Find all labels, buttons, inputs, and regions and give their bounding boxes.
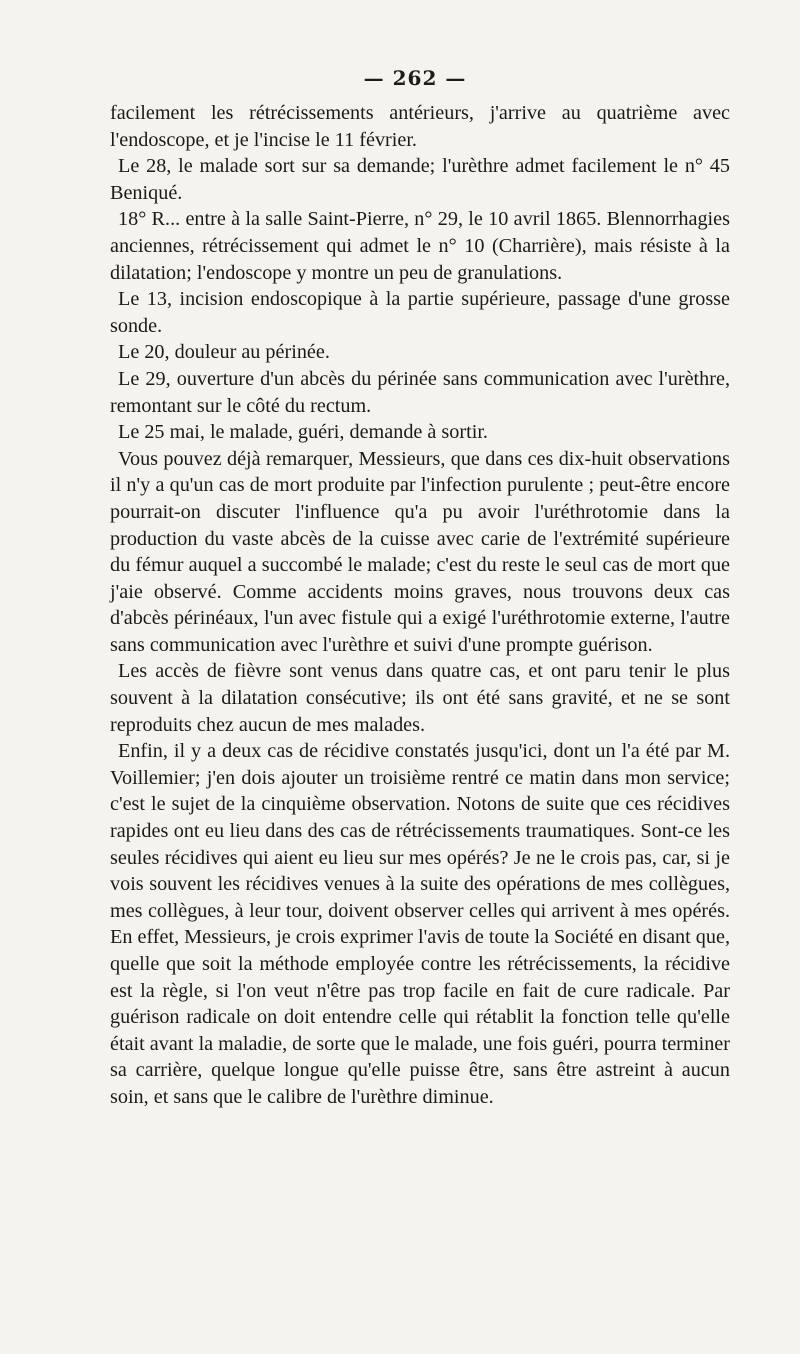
paragraph: Le 13, incision endoscopique à la partie supérieure, passage d'une grosse sonde. bbox=[110, 288, 730, 337]
paragraph: Le 29, ouverture d'un abcès du périnée sans communication avec l'urèthre, remontant sur le côté du rectum. bbox=[110, 367, 730, 417]
body-text bbox=[110, 100, 730, 1111]
paragraph: Les accès de fièvre sont venus dans quatre cas, et ont paru tenir le plus souvent à la dilatation consécutive; ils ont été sans gravité, et ne se sont reproduits chez aucun de mes malades. bbox=[110, 660, 730, 736]
paragraph-continuation: facilement les rétrécissements antérieurs, j'arrive au quatrième avec l'endoscope, et je l'incise le 11 février. bbox=[110, 102, 730, 151]
paragraph: Le 20, douleur au périnée. bbox=[118, 341, 330, 364]
paragraph: Le 25 mai, le malade, guéri, demande à sortir. bbox=[118, 421, 488, 444]
paragraph: Le 28, le malade sort sur sa demande; l'urèthre admet facilement le n° 45 Beniqué. bbox=[110, 155, 730, 204]
paragraph: 18° R... entre à la salle Saint-Pierre, n° 29, le 10 avril 1865. Blennorrhagies anciennes, rétrécissement qui admet le n° 10 (Charrière), mais résiste à la dilatation; l'endoscope y montre un peu de granulations. bbox=[110, 208, 730, 284]
paragraph: Vous pouvez déjà remarquer, Messieurs, que dans ces dix-huit observations il n'y a qu'un cas de mort produite par l'infection purulente ; peut-être encore pourrait-on discuter l'influence qu'a pu avoir l'uréthrotomie dans la production du vaste abcès de la cuisse avec carie de l'extrémité supérieure du fémur auquel a succombé le malade; c'est du reste le seul cas de mort que j'aie observé. Comme accidents moins graves, nous trouvons deux cas d'abcès périnéaux, l'un avec fistule qui a exigé l'uréthrotomie externe, l'autre sans communication avec l'urèthre et suivi d'une prompte guérison. bbox=[110, 447, 730, 656]
page-number: — 262 — bbox=[363, 66, 467, 90]
paragraph: Enfin, il y a deux cas de récidive constatés jusqu'ici, dont un l'a été par M. Voillemier; j'en dois ajouter un troisième rentré ce matin dans mon service; c'est le sujet de la cinquième observation. Notons de suite que ces récidives rapides ont eu lieu dans des cas de rétrécissements traumatiques. Sont-ce les seules récidives qui aient eu lieu sur mes opérés? Je ne le crois pas, car, si je vois souvent les récidives venues à la suite des opérations de mes collègues, mes collègues, à leur tour, doivent observer celles qui arrivent à mes opérés. En effet, Messieurs, je crois exprimer l'avis de toute la Société en disant que, quelle que soit la méthode employée contre les rétrécissements, la récidive est la règle, si l'on veut n'être pas trop facile en fait de cure radicale. Par guérison radicale on doit entendre celle qui rétablit la fonction telle qu'elle était avant la maladie, de sorte que le malade, une fois guéri, pourra terminer sa carrière, quelque longue qu'elle puisse être, sans être astreint à aucun soin, et sans que le calibre de l'urèthre diminue. bbox=[110, 740, 730, 1108]
